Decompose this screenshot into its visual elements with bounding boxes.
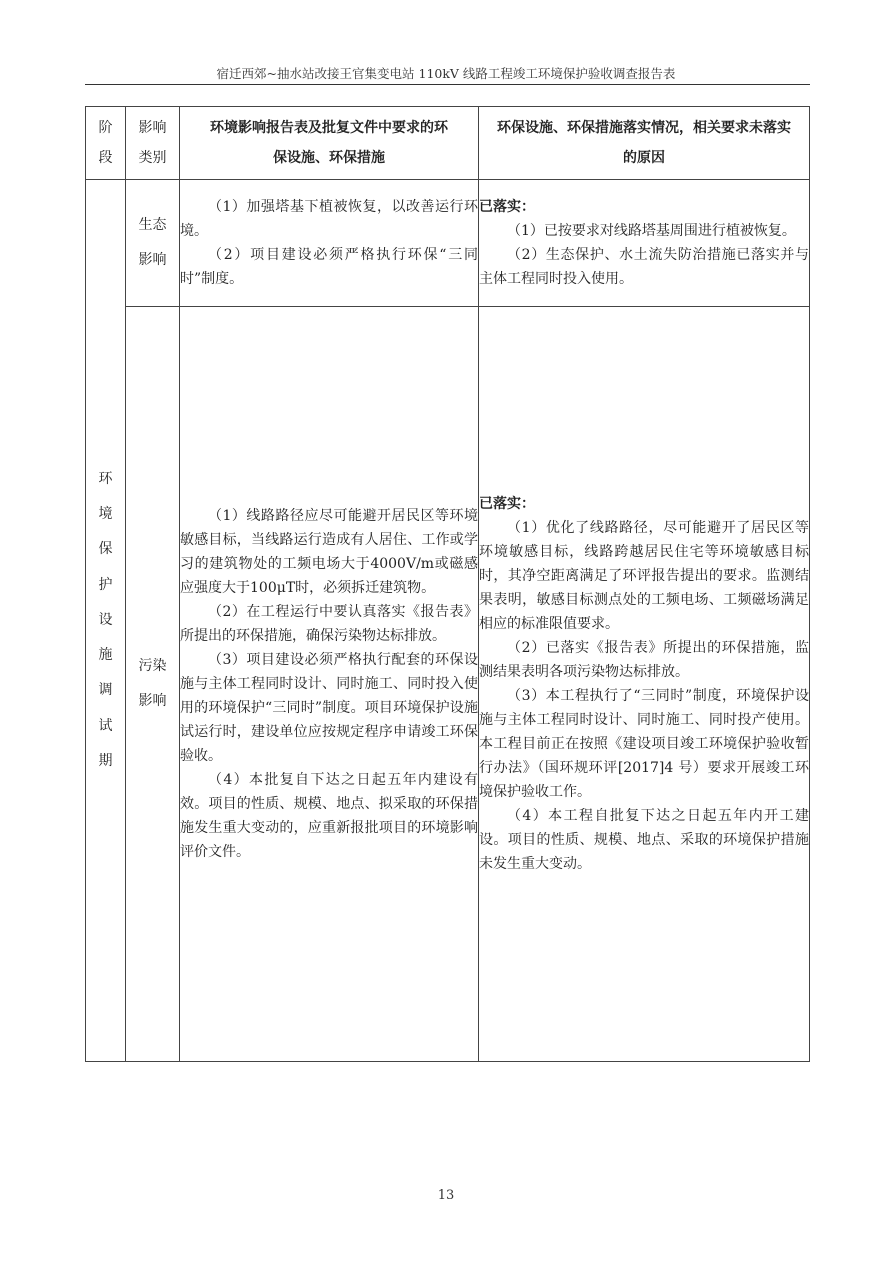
required-item: （1）加强塔基下植被恢复，以改善运行环境。 (180, 199, 478, 239)
category-ecology: 生态影响 (126, 180, 180, 307)
category-pollution: 污染影响 (126, 307, 180, 1062)
status-title: 已落实： (479, 199, 535, 215)
required-item: （2）在工程运行中要认真落实《报告表》所提出的环保措施，确保污染物达标排放。 (180, 604, 478, 644)
status-item: （1）优化了线路路径，尽可能避开了居民区等环境敏感目标，线路跨越居民住宅等环境敏感目标时，其净空距离满足了环评报告提出的要求。监测结果表明，敏感目标测点处的工频电场、工频磁场满足相应的标准限值要求。 (479, 520, 809, 632)
required-item: （4）本批复自下达之日起五年内建设有效。项目的性质、规模、地点、拟采取的环保措施发生重大变动的，应重新报批项目的环境影响评价文件。 (180, 772, 478, 860)
status-item: （4）本工程自批复下达之日起五年内开工建设。项目的性质、规模、地点、采取的环境保护措施未发生重大变动。 (479, 808, 809, 872)
status-ecology (479, 180, 810, 307)
required-item: （3）项目建设必须严格执行配套的环保设施与主体工程同时设计、同时施工、同时投入使用的环境保护“三同时”制度。项目环境保护设施试运行时，建设单位应按规定程序申请竣工环保验收。 (180, 652, 478, 764)
status-item: （2）生态保护、水土流失防治措施已落实并与主体工程同时投入使用。 (479, 247, 809, 287)
table-row (86, 180, 810, 307)
required-item: （1）线路路径应尽可能避开居民区等环境敏感目标，当线路运行造成有人居住、工作或学习的建筑物处的工频电场大于4000V/m或磁感应强度大于100μT时，必须拆迁建筑物。 (180, 508, 478, 596)
header-divider (85, 84, 810, 85)
status-item: （1）已按要求对线路塔基周围进行植被恢复。 (507, 223, 796, 239)
header-implementation-status: 环保设施、环保措施落实情况，相关要求未落实的原因 (479, 107, 810, 180)
document-header: 宿迁西郊~抽水站改接王官集变电站 110kV 线路工程竣工环境保护验收调查报告表 (216, 66, 676, 81)
table-header-row (86, 107, 810, 180)
stage-cell: 环境保护设施调试期 (86, 180, 126, 1062)
header-category: 影响类别 (126, 107, 180, 180)
measures-table (85, 106, 810, 1062)
status-item: （3）本工程执行了“三同时”制度，环境保护设施与主体工程同时设计、同时施工、同时投产使用。本工程目前正在按照《建设项目竣工环境保护验收暂行办法》（国环规环评[2017]4 号）要求开展竣工环境保护验收工作。 (479, 688, 809, 800)
required-item: （2）项目建设必须严格执行环保“三同时”制度。 (180, 247, 478, 287)
status-title: 已落实： (479, 496, 535, 512)
header-stage: 阶段 (86, 107, 126, 180)
header-required-measures: 环境影响报告表及批复文件中要求的环保设施、环保措施 (180, 107, 479, 180)
status-item: （2）已落实《报告表》所提出的环保措施，监测结果表明各项污染物达标排放。 (479, 640, 809, 680)
status-pollution (479, 307, 810, 1062)
table-row (86, 307, 810, 1062)
required-measures-pollution (180, 307, 479, 1062)
required-measures-ecology (180, 180, 479, 307)
page-number: 13 (437, 1188, 455, 1203)
